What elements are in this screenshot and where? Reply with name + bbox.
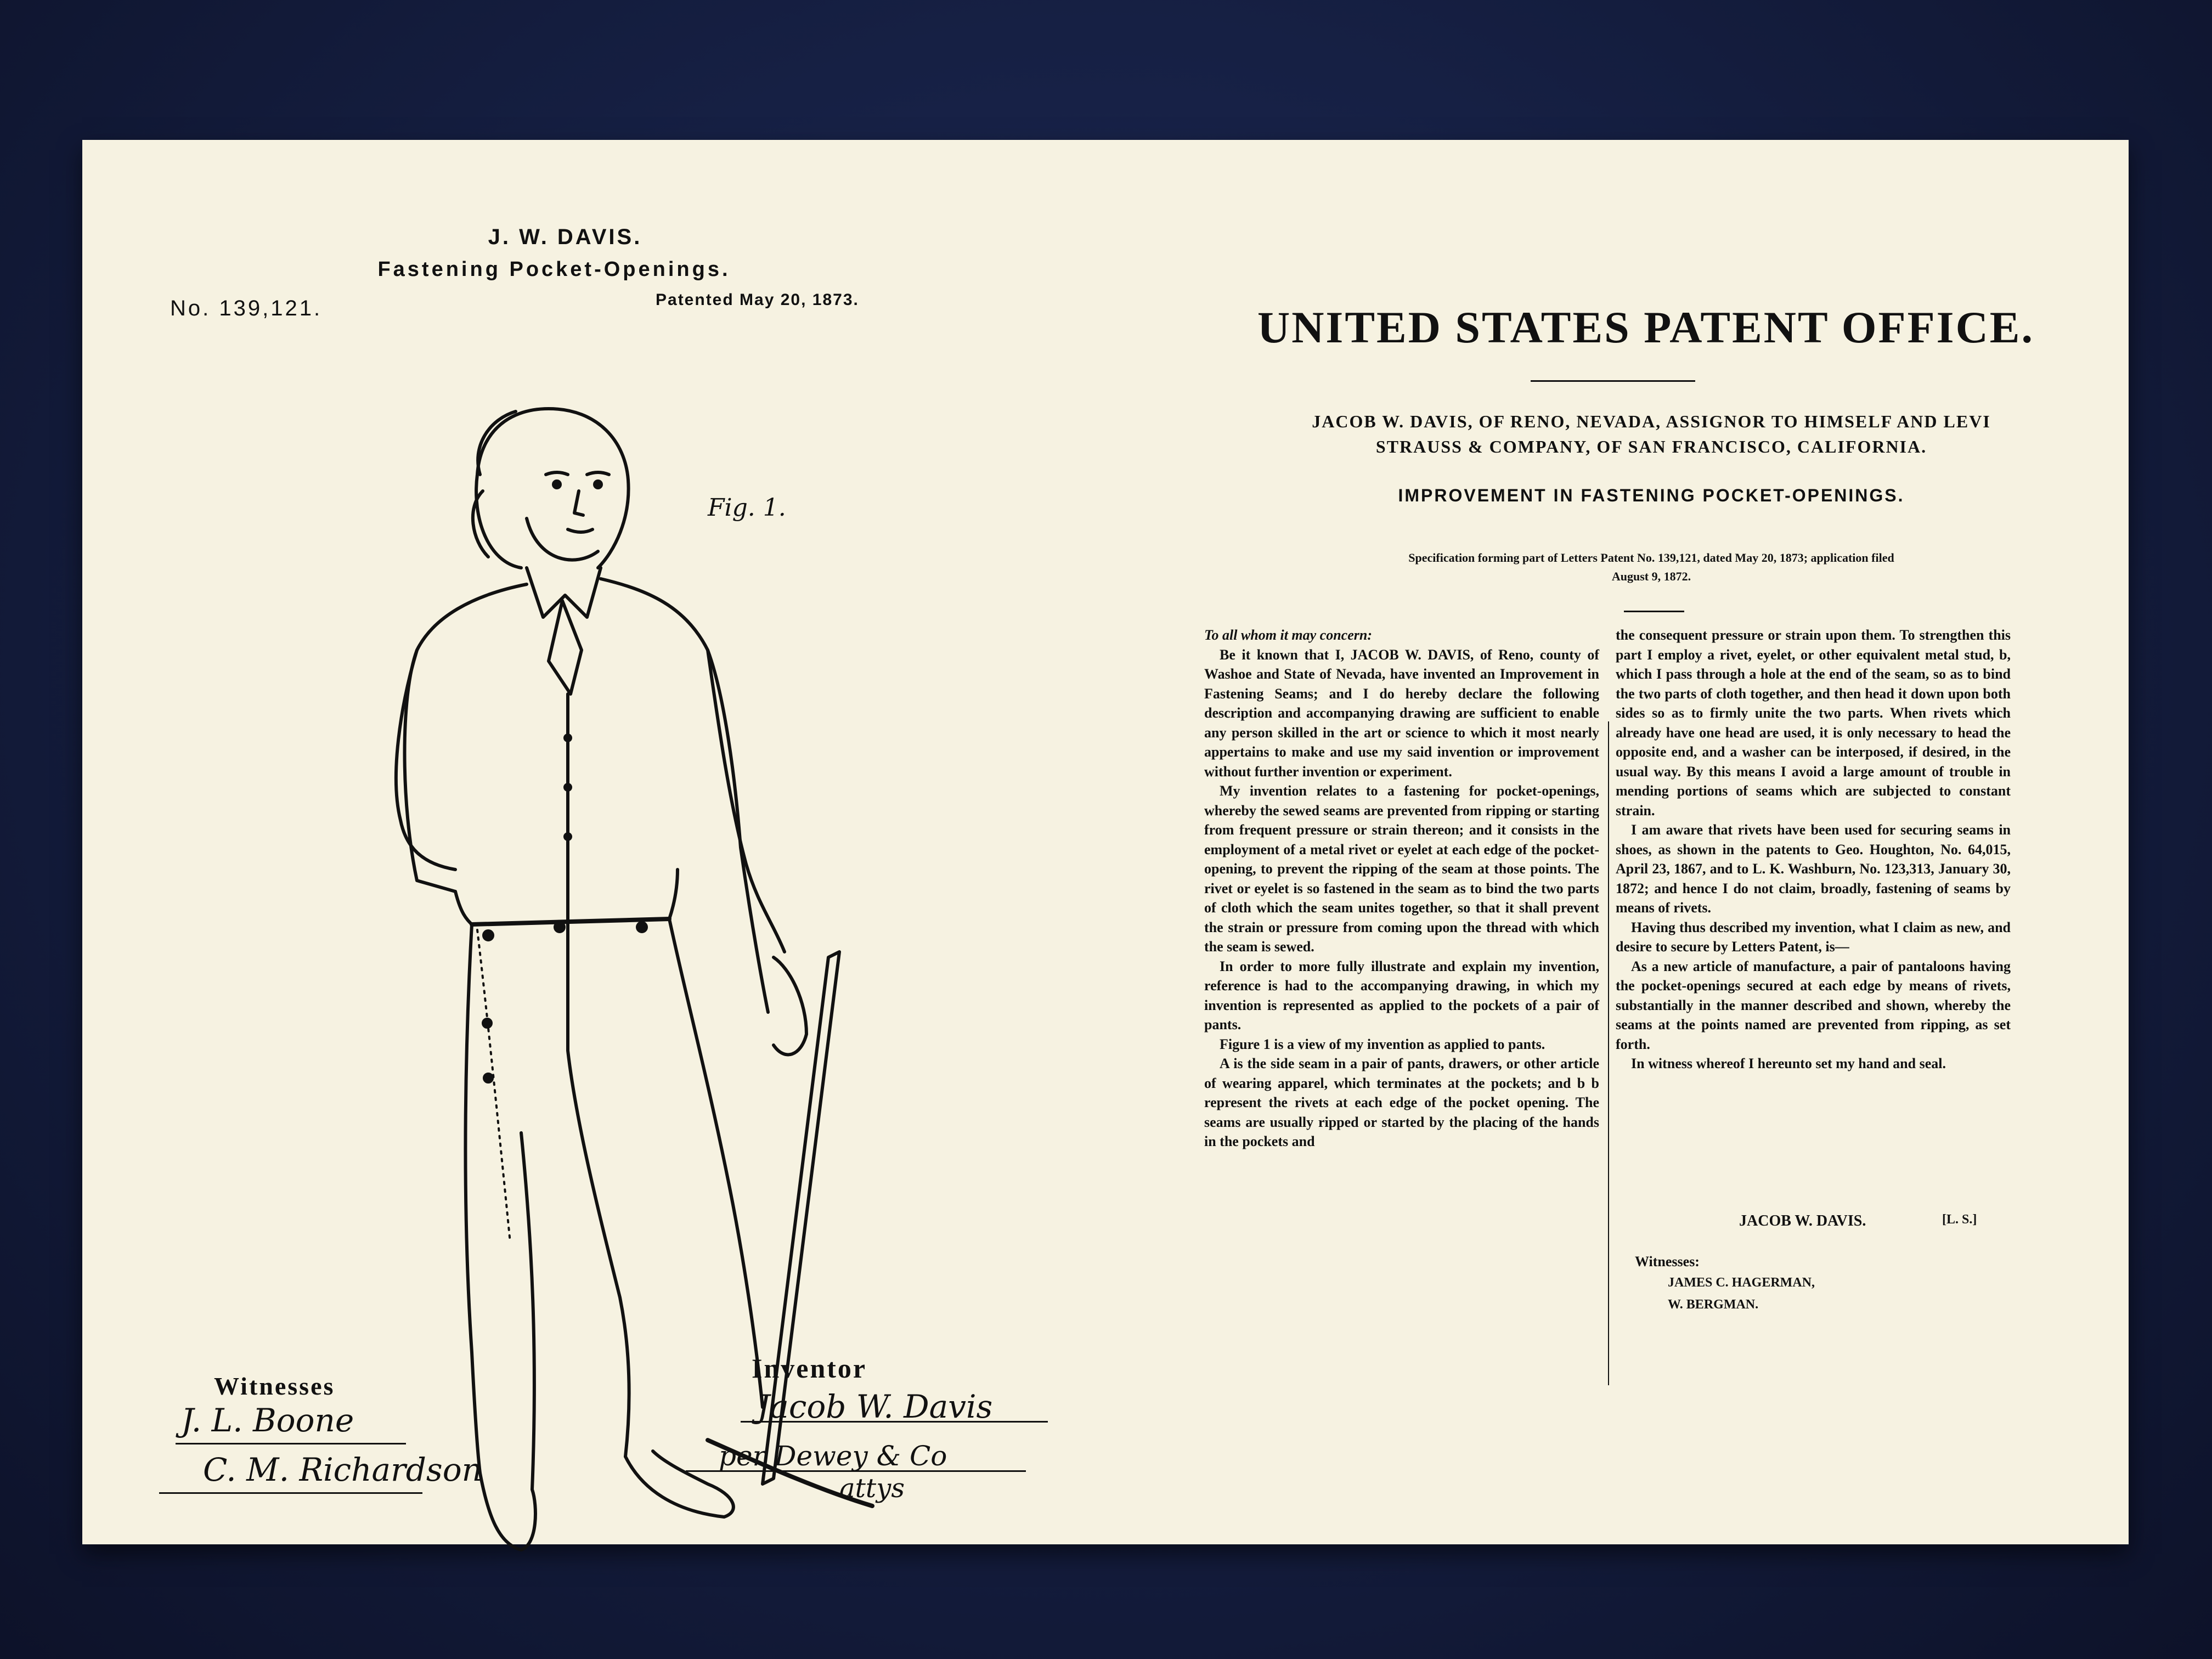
drawing-inventor-name: J. W. DAVIS. [488, 225, 642, 249]
witness-name-2: W. BERGMAN. [1668, 1297, 1759, 1312]
paragraph: Figure 1 is a view of my invention as applied to pants. [1220, 1036, 1545, 1052]
paragraph: In witness whereof I hereunto set my hand and seal. [1631, 1056, 1946, 1071]
column-divider [1608, 721, 1609, 1385]
inventor-assignment-line-1: JACOB W. DAVIS, OF RENO, NEVADA, ASSIGNOR TO HIMSELF AND LEVI [1312, 411, 1991, 431]
witness-name-1: JAMES C. HAGERMAN, [1668, 1276, 1815, 1290]
patent-sheet [82, 140, 2129, 1544]
witnesses-heading: Witnesses [214, 1372, 335, 1400]
office-heading: UNITED STATES PATENT OFFICE. [1257, 302, 2035, 352]
paragraph: Having thus described my invention, what I claim as new, and desire to secure by Letters Patent, is— [1616, 919, 2011, 955]
spec-rule [1624, 611, 1684, 612]
paragraph: the consequent pressure or strain upon them. To strengthen this part I employ a rivet, eyelet, or other equivalent metal stud, b, which I pass through a hole at the end of the seam, so as to bind the two parts of cloth together, and then head it down upon both sides so as to firmly unite the two parts. When rivets which already have one head are used, it is only necessary to head the opposite end, and a washer can be interposed, if desired, in the usual way. By this means I avoid a large amount of trouble in mending portions of seams which are subjected to constant strain. [1616, 627, 2011, 819]
paragraph: As a new article of manufacture, a pair of pantaloons having the pocket-openings secured at each edge by means of rivets, substantially in the manner described and shown, whereby the seams at the points named are prevented from ripping, as set forth. [1616, 958, 2011, 1052]
specification-line-1: Specification forming part of Letters Patent No. 139,121, dated May 20, 1873; application filed [1408, 551, 1894, 565]
witness-signature-line-2 [159, 1492, 422, 1494]
attorney-suffix: attys [839, 1473, 905, 1504]
drawing-subject: Fastening Pocket-Openings. [377, 258, 731, 281]
witness-signature-line-1 [176, 1443, 406, 1444]
witnesses-label: Witnesses: [1635, 1254, 1700, 1269]
inventor-signature-line [741, 1421, 1048, 1423]
specification-line-2: August 9, 1872. [1611, 569, 1691, 583]
improvement-title: IMPROVEMENT IN FASTENING POCKET-OPENINGS. [1398, 486, 1905, 505]
patent-number: No. 139,121. [170, 296, 323, 320]
patented-date: Patented May 20, 1873. [656, 291, 859, 309]
document-signature: JACOB W. DAVIS. [1739, 1212, 1866, 1229]
salutation: To all whom it may concern: [1204, 627, 1372, 643]
inventor-assignment [1180, 409, 2123, 459]
paragraph: My invention relates to a fastening for pocket-openings, whereby the sewed seams are prevented from ripping or starting from frequent pressure or strain thereon; and it consists in the employment of a metal rivet or eyelet at each edge of the pocket-opening, to prevent the ripping of the seam at those points. The rivet or eyelet is so fastened in the seam as to bind the two parts of cloth which the seam unites together, so that it shall prevent the strain or pressure from coming upon the thread with which the seam is sewed. [1204, 783, 1599, 955]
witness-signature-2: C. M. Richardson [203, 1451, 482, 1488]
attorney-signature: per Dewey & Co [719, 1440, 947, 1472]
inventor-assignment-line-2: STRAUSS & COMPANY, OF SAN FRANCISCO, CALIFORNIA. [1375, 437, 1927, 456]
paragraph: I am aware that rivets have been used for securing seams in shoes, as shown in the patents to Geo. Houghton, No. 64,015, April 23, 1867, and to L. K. Washburn, No. 123,313, January 30, 1872; and hence I do not claim, broadly, fastening of seams by means of rivets. [1616, 822, 2011, 916]
heading-rule [1531, 380, 1695, 382]
paragraph: Be it known that I, JACOB W. DAVIS, of Reno, county of Washoe and State of Nevada, have invented an Improvement in Fastening Seams; and I do hereby declare the following description and accompanying drawing are sufficient to enable any person skilled in the art or science to which it most nearly appertains to make and use my said invention or improvement without further invention or experiment. [1204, 646, 1599, 780]
paragraph: A is the side seam in a pair of pants, drawers, or other article of wearing apparel, which terminates at the pockets; and b b represent the rivets at each edge of the pocket opening. The seams are usually ripped or started by the placing of the hands in the pockets and [1204, 1056, 1599, 1149]
seal-mark: [L. S.] [1942, 1212, 1977, 1227]
specification-line [1207, 549, 2096, 586]
body-column-right [1616, 625, 2011, 1074]
paragraph: In order to more fully illustrate and explain my invention, reference is had to the accompanying drawing, in which my invention is represented as applied to the pockets of a pair of pants. [1204, 958, 1599, 1032]
figure-label: Fig. 1. [708, 494, 786, 522]
body-column-left [1204, 625, 1599, 1152]
inventor-heading: Inventor [752, 1353, 867, 1384]
attorney-signature-line [686, 1470, 1026, 1472]
witness-signature-1: J. L. Boone [181, 1402, 354, 1439]
inventor-signature: Jacob W. Davis [757, 1388, 993, 1425]
